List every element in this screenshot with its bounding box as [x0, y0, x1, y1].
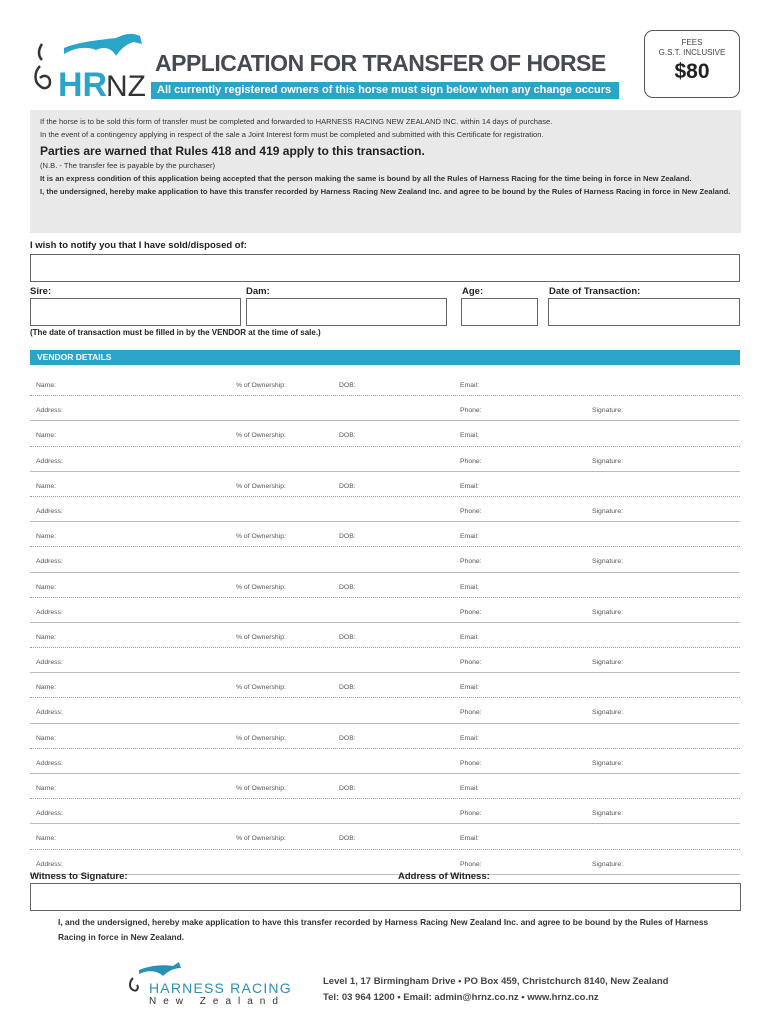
vendor-signature-label: Signature: — [592, 608, 623, 616]
vendor-email-label: Email: — [460, 785, 479, 792]
vendor-dob-label: DOB: — [339, 835, 356, 843]
hrnz-logo — [28, 26, 148, 106]
vendor-name-label: Name: — [36, 482, 57, 490]
vendor-email-label: Email: — [460, 684, 479, 692]
vendor-ownership-label: % of Ownership: — [236, 684, 286, 692]
vendor-dob-label: DOB: — [339, 533, 356, 541]
vendor-dob-label: DOB: — [339, 785, 356, 792]
vendor-signature-label: Signature: — [592, 507, 623, 515]
vendor-row-name[interactable] — [30, 573, 740, 598]
svg-text:HR: HR — [58, 66, 108, 104]
footer-logo-subtitle: New Zealand — [149, 996, 285, 1007]
vendor-address-label: Address: — [36, 659, 63, 667]
page-subtitle: All currently registered owners of this horse must sign below when any change occurs — [151, 82, 619, 99]
vendor-phone-label: Phone: — [460, 407, 482, 415]
vendor-email-label: Email: — [460, 382, 479, 389]
dam-field[interactable] — [246, 298, 447, 326]
vendor-name-label: Name: — [36, 432, 57, 440]
fees-label: FEES — [681, 38, 703, 47]
vendor-ownership-label: % of Ownership: — [236, 482, 286, 490]
vendor-dob-label: DOB: — [339, 684, 356, 692]
svg-text:NZ: NZ — [106, 70, 146, 103]
vendor-dob-label: DOB: — [339, 482, 356, 490]
vendor-row-address[interactable] — [30, 447, 740, 472]
vendor-name-label: Name: — [36, 835, 57, 843]
vendor-phone-label: Phone: — [460, 558, 482, 566]
vendor-ownership-label: % of Ownership: — [236, 533, 286, 541]
vendor-phone-label: Phone: — [460, 659, 482, 667]
vendor-phone-label: Phone: — [460, 860, 482, 868]
vendor-address-label: Address: — [36, 709, 63, 717]
vendor-row-name[interactable] — [30, 371, 740, 396]
vendor-dob-label: DOB: — [339, 583, 356, 591]
vendor-row-name[interactable] — [30, 774, 740, 799]
page-title: APPLICATION FOR TRANSFER OF HORSE — [155, 50, 606, 76]
fee-note: (N.B. - The transfer fee is payable by the purchaser) — [40, 161, 216, 170]
declaration: I, and the undersigned, hereby make application to have this transfer recorded by Harness Racing New Zealand Inc. and agree to be bound by the Rules of Harness Racing in force in New Zealand. — [58, 917, 709, 942]
vendor-row-name[interactable] — [30, 824, 740, 849]
age-field[interactable] — [461, 298, 538, 326]
fees-gst-label: G.S.T. INCLUSIVE — [658, 48, 726, 57]
vendor-row-name[interactable] — [30, 522, 740, 547]
fees-amount: $80 — [674, 60, 710, 83]
info-panel — [30, 110, 741, 233]
vendor-email-label: Email: — [460, 482, 479, 490]
vendor-details-header: VENDOR DETAILS — [30, 350, 740, 365]
date-label: Date of Transaction: — [549, 286, 641, 297]
witness-signature-label: Witness to Signature: — [30, 871, 128, 882]
sire-field[interactable] — [30, 298, 241, 326]
age-label: Age: — [462, 286, 484, 297]
vendor-signature-label: Signature: — [592, 709, 623, 717]
vendor-email-label: Email: — [460, 432, 479, 440]
vendor-address-label: Address: — [36, 407, 63, 415]
vendor-row-address[interactable] — [30, 547, 740, 572]
vendor-dob-label: DOB: — [339, 734, 356, 742]
vendor-name-label: Name: — [36, 785, 57, 792]
vendor-ownership-label: % of Ownership: — [236, 633, 286, 641]
vendor-email-label: Email: — [460, 734, 479, 742]
vendor-dob-label: DOB: — [339, 382, 356, 389]
footer-contact: Tel: 03 964 1200 • Email: admin@hrnz.co.nz • www.hrnz.co.nz — [323, 992, 599, 1003]
rules-warning: Parties are warned that Rules 418 and 419 apply to this transaction. — [40, 144, 425, 158]
info-line-1: If the horse is to be sold this form of transfer must be completed and forwarded to HARNESS RACING NEW ZEALAND INC. within 14 days of purchase. — [40, 117, 553, 126]
express-condition: It is an express condition of this application being accepted that the person making the same is bound by all the Rules of Harness Racing for the time being in force in New Zealand. — [40, 174, 692, 183]
vendor-address-label: Address: — [36, 810, 63, 818]
vendor-phone-label: Phone: — [460, 759, 482, 767]
vendor-name-label: Name: — [36, 684, 57, 692]
vendor-phone-label: Phone: — [460, 810, 482, 818]
footer-logo-title: HARNESS RACING — [149, 980, 292, 996]
vendor-dob-label: DOB: — [339, 432, 356, 440]
transaction-note: (The date of transaction must be filled in by the VENDOR at the time of sale.) — [30, 328, 321, 337]
vendor-ownership-label: % of Ownership: — [236, 583, 286, 591]
sire-label: Sire: — [30, 286, 52, 297]
vendor-signature-label: Signature: — [592, 407, 623, 415]
vendor-address-label: Address: — [36, 457, 63, 465]
vendor-name-label: Name: — [36, 533, 57, 541]
dam-label: Dam: — [246, 286, 270, 297]
vendor-ownership-label: % of Ownership: — [236, 382, 286, 389]
date-field[interactable] — [548, 298, 740, 326]
vendor-email-label: Email: — [460, 633, 479, 641]
vendor-row-name[interactable] — [30, 472, 740, 497]
vendor-ownership-label: % of Ownership: — [236, 432, 286, 440]
notify-label: I wish to notify you that I have sold/disposed of: — [30, 240, 247, 251]
vendor-address-label: Address: — [36, 608, 63, 616]
vendor-signature-label: Signature: — [592, 860, 623, 868]
vendor-email-label: Email: — [460, 835, 479, 843]
undersigned-statement: I, the undersigned, hereby make application to have this transfer recorded by Harness Racing New Zealand Inc. and agree to be bound by the Rules of Harness Racing in force in New Zealand. — [40, 187, 731, 196]
vendor-signature-label: Signature: — [592, 810, 623, 818]
vendor-address-label: Address: — [36, 759, 63, 767]
vendor-row-address[interactable] — [30, 749, 740, 774]
vendor-row-name[interactable] — [30, 421, 740, 446]
vendor-name-label: Name: — [36, 734, 57, 742]
vendor-ownership-label: % of Ownership: — [236, 734, 286, 742]
info-line-2: In the event of a contingency applying in respect of the sale a Joint Interest form must be completed and submitted with this Certificate for registration. — [40, 130, 544, 139]
vendor-row-address[interactable] — [30, 698, 740, 723]
vendor-signature-label: Signature: — [592, 558, 623, 566]
vendor-row-address[interactable] — [30, 396, 740, 421]
horse-name-field[interactable] — [30, 254, 740, 282]
vendor-phone-label: Phone: — [460, 507, 482, 515]
vendor-ownership-label: % of Ownership: — [236, 835, 286, 843]
vendor-row-address[interactable] — [30, 799, 740, 824]
witness-address-label: Address of Witness: — [398, 871, 490, 882]
vendor-phone-label: Phone: — [460, 709, 482, 717]
vendor-dob-label: DOB: — [339, 633, 356, 641]
vendor-phone-label: Phone: — [460, 457, 482, 465]
vendor-name-label: Name: — [36, 382, 57, 389]
vendor-list — [30, 371, 740, 875]
vendor-ownership-label: % of Ownership: — [236, 785, 286, 792]
vendor-address-label: Address: — [36, 507, 63, 515]
vendor-row-address[interactable] — [30, 598, 740, 623]
vendor-row-address[interactable] — [30, 850, 740, 875]
vendor-name-label: Name: — [36, 583, 57, 591]
vendor-signature-label: Signature: — [592, 659, 623, 667]
footer-logo — [127, 958, 297, 1008]
vendor-row-name[interactable] — [30, 623, 740, 648]
vendor-email-label: Email: — [460, 583, 479, 591]
vendor-name-label: Name: — [36, 633, 57, 641]
vendor-signature-label: Signature: — [592, 759, 623, 767]
vendor-email-label: Email: — [460, 533, 479, 541]
vendor-address-label: Address: — [36, 558, 63, 566]
vendor-row-address[interactable] — [30, 648, 740, 673]
witness-field[interactable] — [30, 883, 741, 911]
vendor-address-label: Address: — [36, 860, 63, 868]
fees-box — [644, 30, 740, 98]
vendor-signature-label: Signature: — [592, 457, 623, 465]
vendor-phone-label: Phone: — [460, 608, 482, 616]
vendor-row-name[interactable] — [30, 673, 740, 698]
footer-address: Level 1, 17 Birmingham Drive • PO Box 459, Christchurch 8140, New Zealand — [323, 976, 669, 987]
vendor-row-name[interactable] — [30, 724, 740, 749]
horse-logo-icon — [28, 26, 148, 106]
vendor-row-address[interactable] — [30, 497, 740, 522]
